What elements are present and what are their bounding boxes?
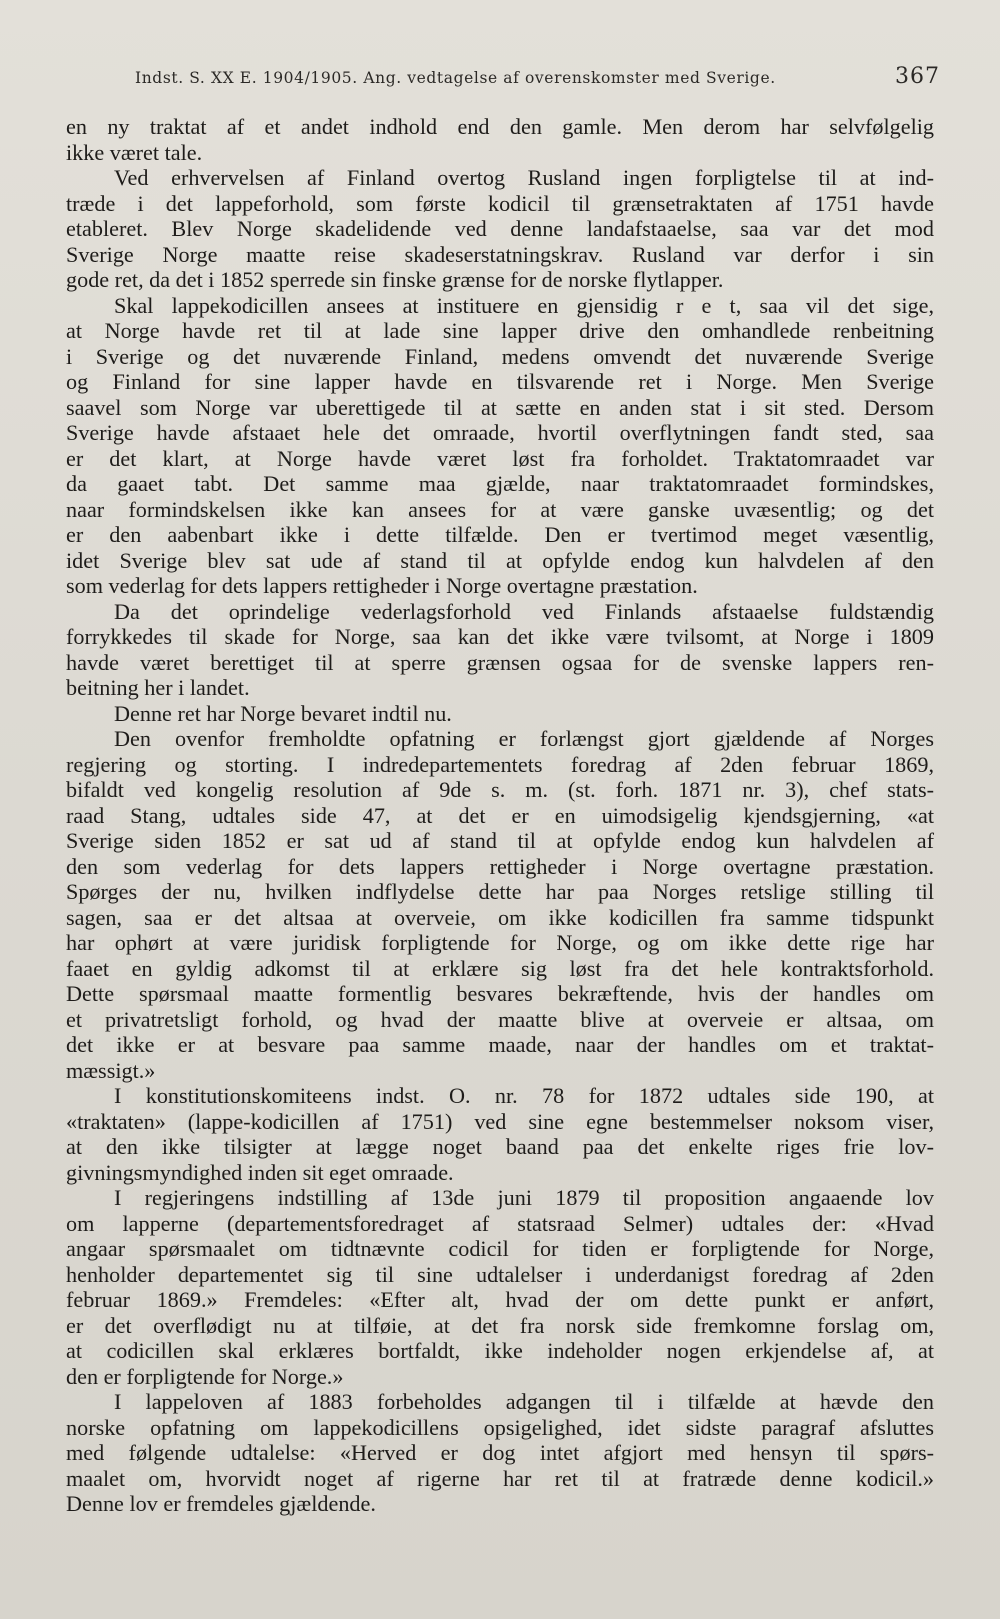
text-line: Sverige Norge maatte reise skadeserstatningskrav. Rusland var derfor i sin [66, 241, 934, 267]
text-line: naar formindskelsen ikke kan ansees for at være ganske uvæsentlig; og det [66, 496, 934, 522]
text-line: idet Sverige blev sat ude af stand til at opfylde endog kun halvdelen af den [66, 547, 934, 573]
text-line: henholder departementet sig til sine udtalelser i underdanigst foredrag af 2den [66, 1261, 934, 1287]
text-line: en ny traktat af et andet indhold end den gamle. Men derom har selvfølgelig [66, 114, 934, 139]
text-line: at den ikke tilsigter at lægge noget baand paa det enkelte riges frie lov- [66, 1134, 934, 1159]
text-line: har ophørt at være juridisk forpligtende for Norge, og om ikke dette rige har [66, 930, 934, 955]
text-line: Dette spørsmaal maatte formentlig besvares bekræftende, hvis der handles om [66, 981, 934, 1006]
text-line: beitning her i landet. [66, 675, 250, 700]
text-line: I konstitutionskomiteens indst. O. nr. 78 for 1872 udtales side 190, at [114, 1083, 934, 1108]
text-line: etableret. Blev Norge skadelidende ved denne landafstaaelse, saa var det mod [66, 216, 934, 241]
text-line: februar 1869.» Fremdeles: «Efter alt, hvad der om dette punkt er anført, [66, 1287, 934, 1312]
text-line: Sverige havde afstaaet hele det omraade, hvortil overflytningen fandt sted, saa [66, 420, 934, 445]
text-line: norske opfatning om lappekodicillens opsigelighed, idet sidste paragraf afsluttes [66, 1414, 934, 1440]
text-line: og Finland for sine lapper havde en tilsvarende ret i Norge. Men Sverige [66, 369, 934, 394]
text-line: Denne lov er fremdeles gjældende. [66, 1491, 376, 1516]
text-line: er den aabenbart ikke i dette tilfælde. Den er tvertimod meget væsentlig, [66, 522, 934, 547]
text-line: Denne ret har Norge bevaret indtil nu. [114, 700, 452, 726]
text-line: den er forpligtende for Norge.» [66, 1363, 344, 1389]
text-line: i Sverige og det nuværende Finland, medens omvendt det nuværende Sverige [66, 343, 934, 369]
text-line: sagen, saa er det altsaa at overveie, om ikke kodicillen fra samme tidspunkt [66, 904, 934, 930]
text-line: at codicillen skal erklæres bortfaldt, ikke indeholder nogen erkjendelse af, at [66, 1338, 934, 1363]
text-line: saavel som Norge var uberettigede til at sætte en anden stat i sit sted. Dersom [66, 394, 934, 420]
text-line: Skal lappekodicillen ansees at instituere en gjensidig r e t, saa vil det sige, [114, 292, 934, 318]
text-line: regjering og storting. I indredepartementets foredrag af 2den februar 1869, [66, 751, 934, 777]
body-text [66, 114, 934, 1517]
text-line: Sverige siden 1852 er sat ud af stand til at opfylde endog kun halvdelen af [66, 828, 934, 853]
text-line: Spørges der nu, hvilken indflydelse dette har paa Norges retslige stilling til [66, 879, 934, 904]
running-title: Indst. S. XX E. 1904/1905. Ang. vedtagelse af overenskomster med Sverige. [135, 69, 776, 87]
text-line: Den ovenfor fremholdte opfatning er forlængst gjort gjældende af Norges [114, 726, 934, 751]
text-line: forrykkedes til skade for Norge, saa kan det ikke være tvilsomt, at Norge i 1809 [66, 624, 934, 649]
text-line: er det klart, at Norge havde været løst fra forholdet. Traktatomraadet var [66, 445, 934, 471]
text-line: mæssigt.» [66, 1057, 156, 1083]
text-line: I regjeringens indstilling af 13de juni 1879 til proposition angaaende lov [114, 1185, 934, 1210]
text-line: et privatretsligt forhold, og hvad der maatte blive at overveie er altsaa, om [66, 1006, 934, 1032]
text-line: faaet en gyldig adkomst til at erklære sig løst fra det hele kontraktsforhold. [66, 955, 934, 981]
text-line: som vederlag for dets lappers rettigheder i Norge overtagne præstation. [66, 573, 698, 598]
text-line: den som vederlag for dets lappers rettigheder i Norge overtagne præstation. [66, 853, 934, 879]
text-line: Da det oprindelige vederlagsforhold ved Finlands afstaaelse fuldstændig [114, 598, 934, 624]
text-line: «traktaten» (lappe-kodicillen af 1751) ved sine egne bestemmelser noksom viser, [66, 1108, 934, 1134]
text-line: havde været berettiget til at sperre grænsen ogsaa for de svenske lappers ren- [66, 649, 934, 675]
text-line: angaar spørsmaalet om tidtnævnte codicil for tiden er forpligtende for Norge, [66, 1236, 934, 1261]
text-line: om lapperne (departementsforedraget af statsraad Selmer) udtales der: «Hvad [66, 1210, 934, 1236]
text-line: maalet om, hvorvidt noget af rigerne har ret til at fratræde denne kodicil.» [66, 1465, 934, 1491]
running-header [135, 64, 940, 89]
text-line: raad Stang, udtales side 47, at det er en uimodsigelig kjendsgjerning, «at [66, 802, 934, 828]
text-line: er det overflødigt nu at tilføie, at det fra norsk side fremkomne forslag om, [66, 1312, 934, 1338]
text-line: gode ret, da det i 1852 sperrede sin finske grænse for de norske flytlapper. [66, 267, 724, 292]
page-number: 367 [895, 64, 940, 89]
text-line: ikke været tale. [66, 139, 203, 165]
text-line: træde i det lappeforhold, som første kodicil til grænsetraktaten af 1751 havde [66, 190, 934, 216]
text-line: givningsmyndighed inden sit eget omraade. [66, 1159, 454, 1185]
text-line: I lappeloven af 1883 forbeholdes adgangen til i tilfælde at hævde den [114, 1389, 934, 1414]
text-line: det ikke er at besvare paa samme maade, naar der handles om et traktat- [66, 1032, 934, 1057]
text-line: da gaaet tabt. Det samme maa gjælde, naar traktatomraadet formindskes, [66, 471, 934, 496]
text-line: med følgende udtalelse: «Herved er dog intet afgjort med hensyn til spørs- [66, 1440, 934, 1465]
text-line: at Norge havde ret til at lade sine lapper drive den omhandlede renbeitning [66, 318, 934, 343]
text-line: bifaldt ved kongelig resolution af 9de s. m. (st. forh. 1871 nr. 3), chef stats- [66, 777, 934, 802]
text-line: Ved erhvervelsen af Finland overtog Rusland ingen forpligtelse til at ind- [114, 165, 934, 190]
